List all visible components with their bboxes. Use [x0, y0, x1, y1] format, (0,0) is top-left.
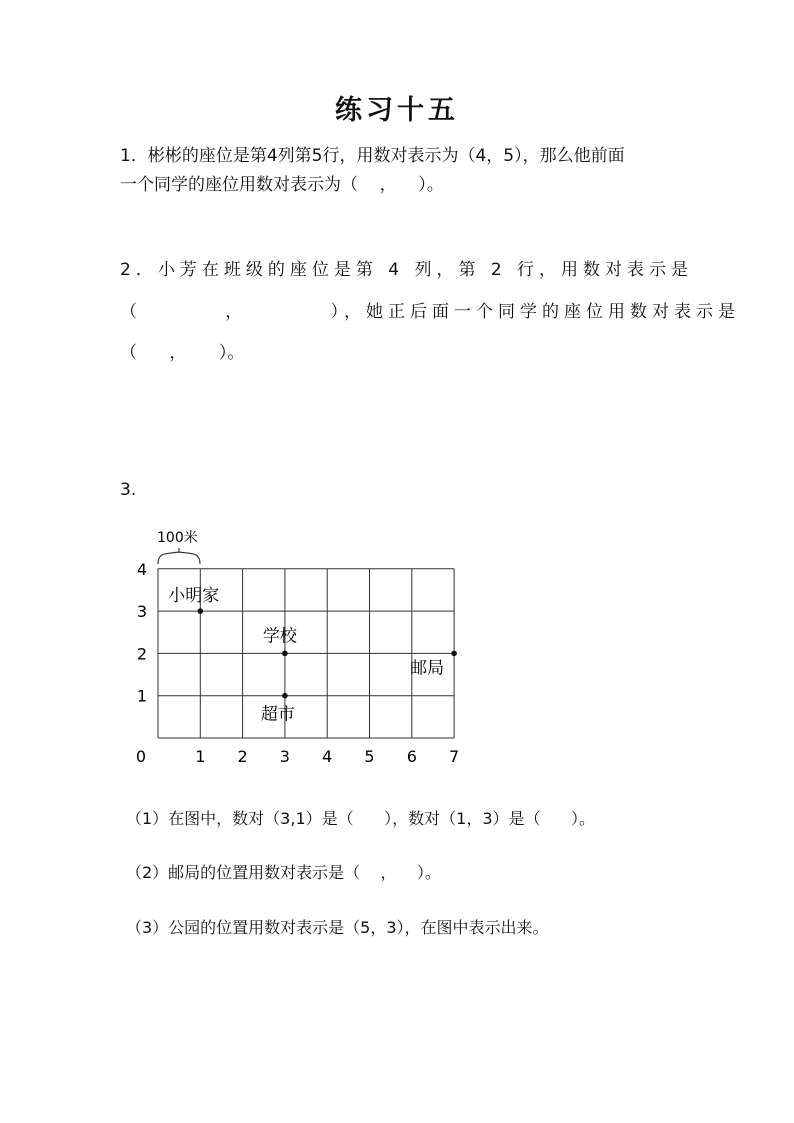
y-tick-label: 3	[136, 602, 148, 622]
scale-label: 100米	[157, 530, 198, 546]
x-tick-label: 1	[195, 747, 206, 766]
x-tick-label: 2	[237, 747, 248, 766]
place-label: 小明家	[168, 586, 220, 607]
x-tick-label: 5	[364, 747, 375, 766]
q1-line1: 1．彬彬的座位是第4列第5行，用数对表示为（4，5），那么他前面	[120, 146, 625, 166]
coordinate-grid	[126, 522, 476, 772]
q2-line3: （ ， ）。	[120, 343, 245, 363]
x-tick-label: 3	[279, 747, 290, 766]
q3-sub1: （1）在图中，数对（3,1）是（ ），数对（1，3）是（ ）。	[126, 809, 596, 828]
y-tick-label: 1	[136, 686, 148, 706]
scale-indicator	[157, 529, 200, 564]
y-tick-label: 4	[136, 559, 148, 579]
place-dot	[282, 651, 288, 657]
place-label: 学校	[262, 626, 297, 647]
q3-number: 3.	[120, 480, 137, 500]
q3-sub2: （2）邮局的位置用数对表示是（ ， ）。	[126, 863, 441, 882]
place-dot	[451, 651, 457, 657]
x-tick-label: 7	[449, 747, 460, 766]
x-tick-label: 0	[135, 747, 147, 766]
place-label: 邮局	[410, 658, 445, 679]
q2-line1: 2．小芳在班级的座位是第 4 列，第 2 行，用数对表示是	[120, 260, 694, 280]
place-markers	[168, 586, 457, 725]
y-tick-labels	[137, 560, 147, 706]
x-tick-labels	[136, 747, 459, 766]
x-tick-label: 6	[406, 747, 417, 766]
place-dot	[198, 608, 204, 614]
q3-sub3: （3）公园的位置用数对表示是（5，3），在图中表示出来。	[126, 918, 549, 937]
q2-line2: （ ， ），她正后面一个同学的座位用数对表示是	[120, 302, 740, 322]
page-title: 练习十五	[335, 95, 459, 126]
q1-line2: 一个同学的座位用数对表示为（ ， ）。	[120, 175, 444, 195]
y-tick-label: 2	[136, 644, 148, 664]
place-dot	[282, 693, 288, 699]
place-label: 超市	[260, 704, 295, 725]
x-tick-label: 4	[322, 747, 333, 766]
